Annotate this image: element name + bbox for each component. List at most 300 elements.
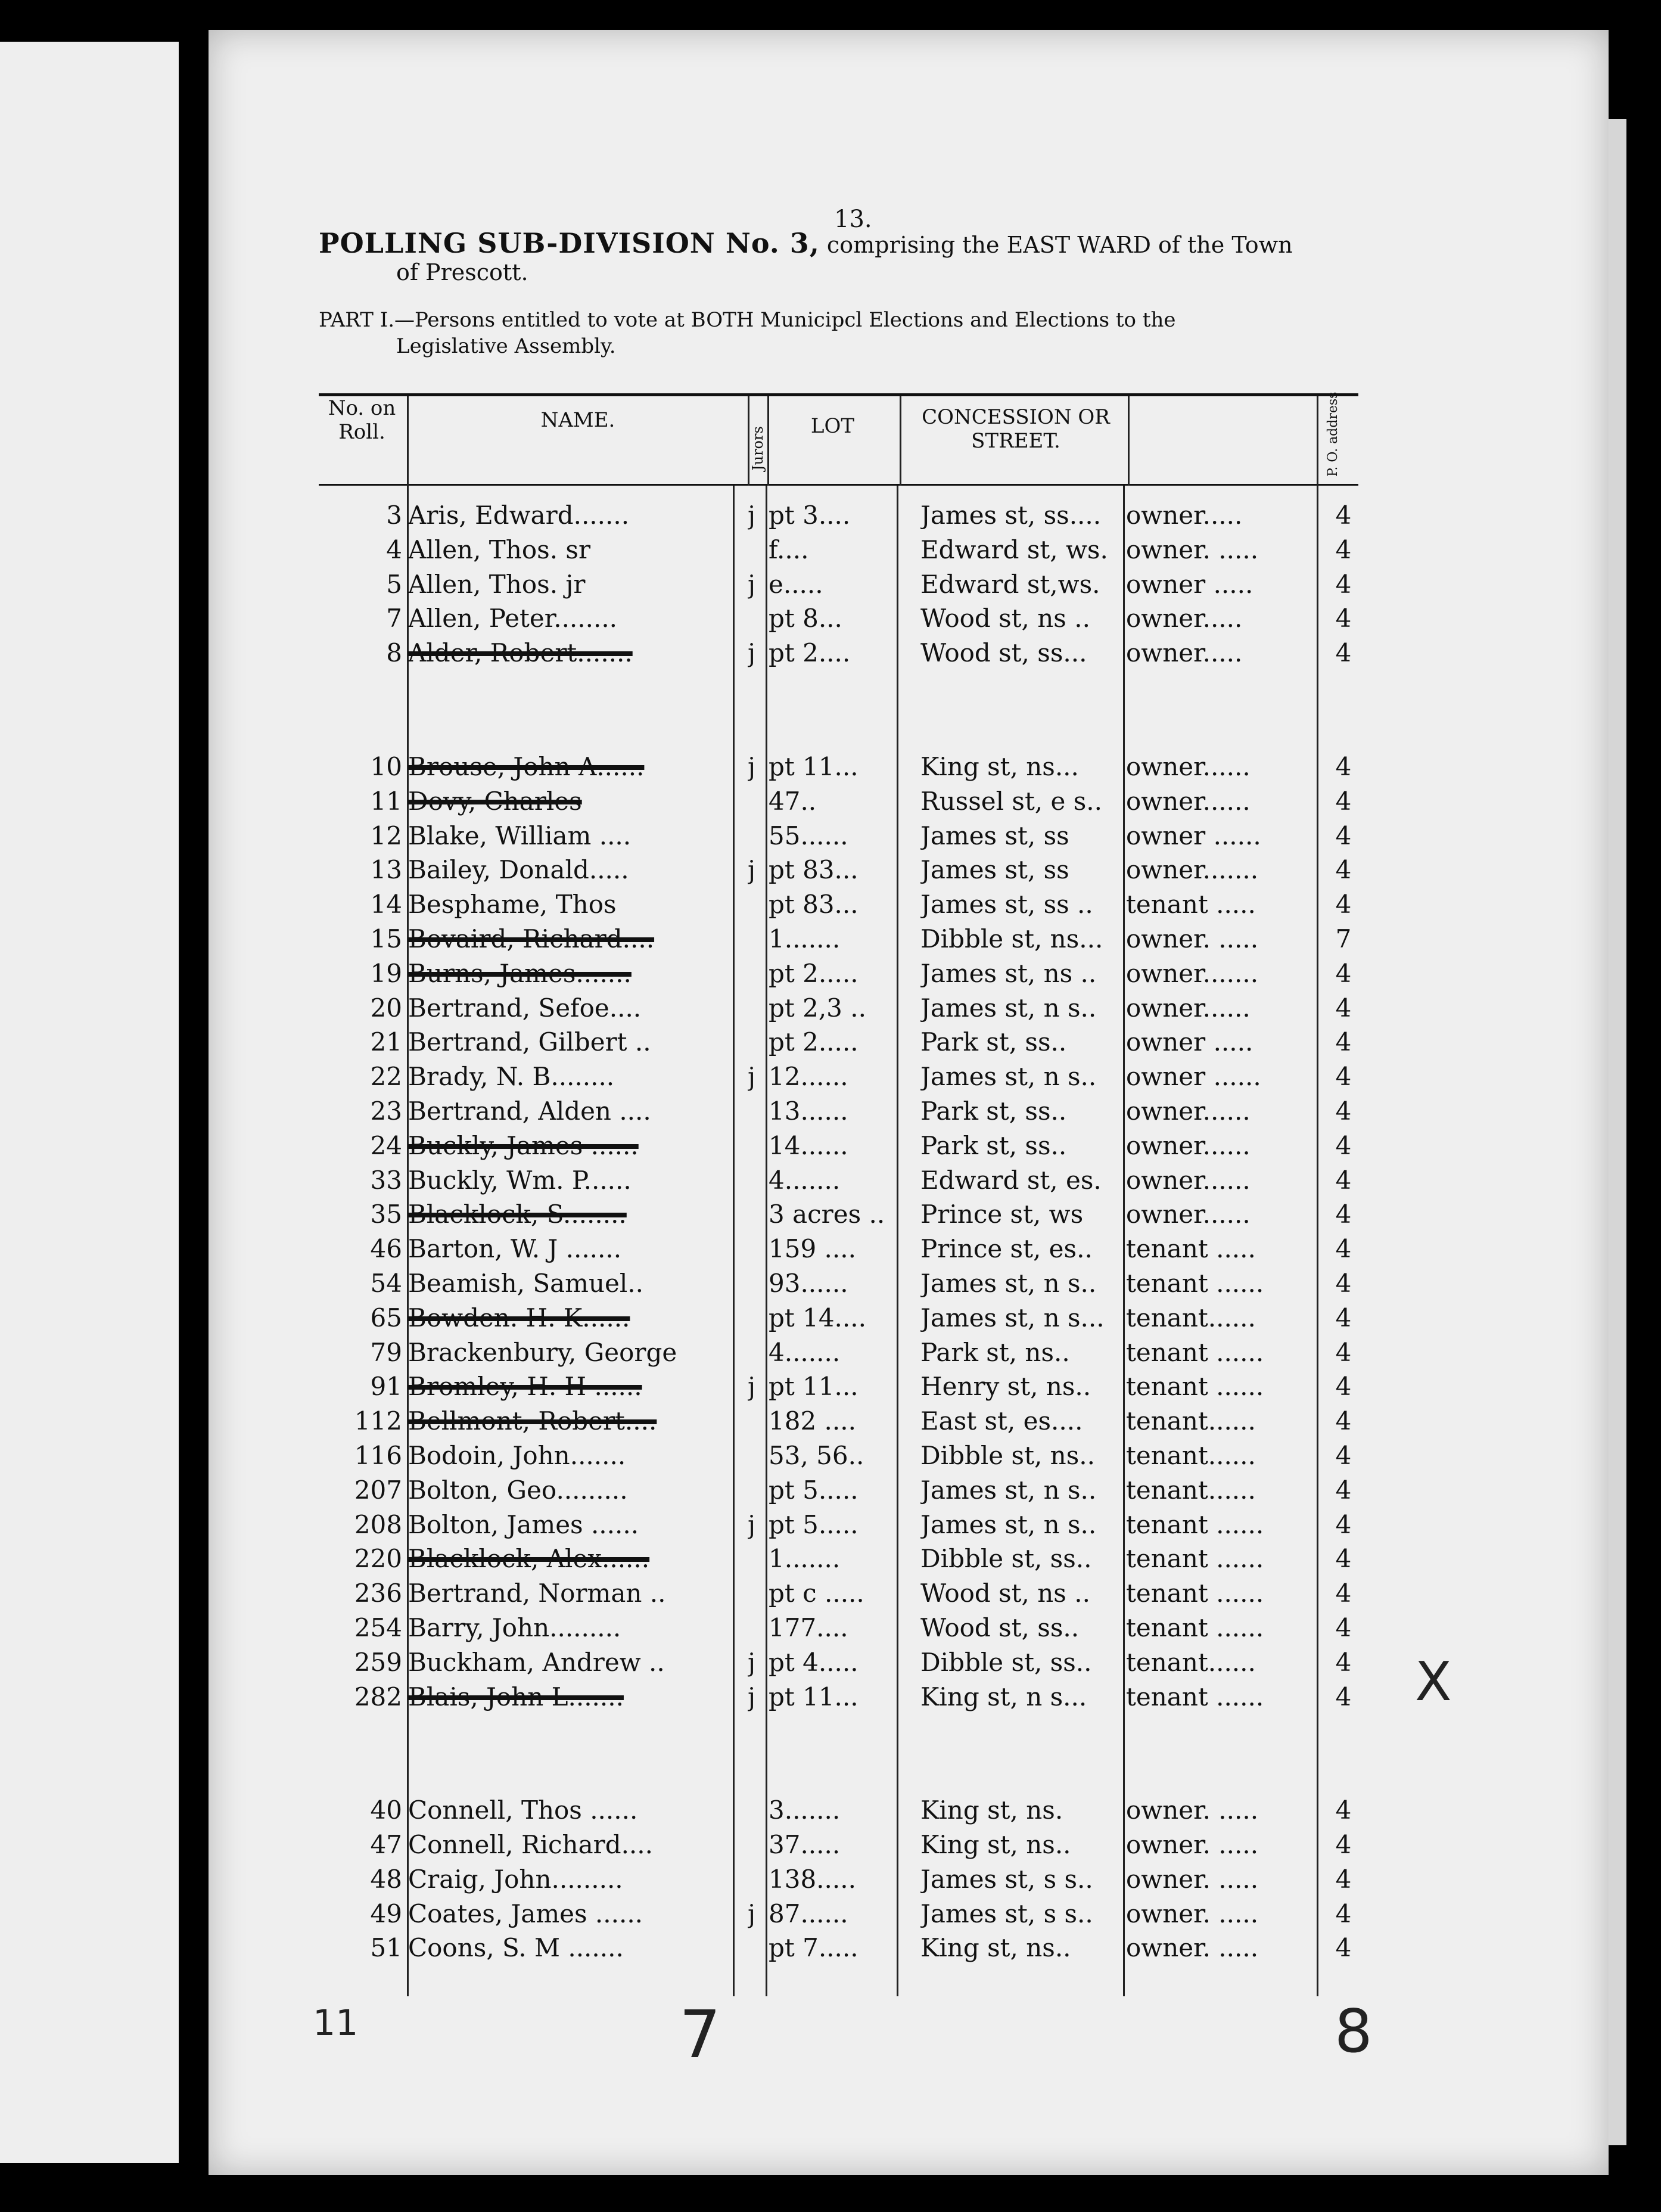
part-continuation: Legislative Assembly. — [396, 334, 616, 358]
po-address: 4 — [1335, 1682, 1352, 1711]
voter-name: Craig, John......... — [408, 1865, 623, 1894]
table-row — [319, 1096, 1358, 1131]
street: James st, ss .. — [920, 890, 1093, 919]
po-address: 4 — [1335, 959, 1352, 988]
status: tenant ...... — [1126, 1613, 1264, 1642]
street: Prince st, es.. — [920, 1234, 1093, 1263]
roll-number: 7 — [386, 604, 402, 633]
table-row — [319, 1372, 1358, 1406]
po-address: 7 — [1335, 924, 1352, 953]
roll-number: 24 — [370, 1131, 402, 1160]
lot: pt 11... — [769, 1372, 859, 1401]
lot: f.... — [769, 535, 809, 564]
voter-name: Bromley, H. H ...... — [408, 1372, 642, 1401]
lot: pt c ..... — [769, 1579, 864, 1608]
juror-mark: j — [748, 1682, 756, 1711]
table-row — [319, 1441, 1358, 1475]
roll-number: 35 — [370, 1200, 402, 1229]
street: James st, n s.. — [920, 993, 1097, 1023]
voter-name: Buckly, Wm. P...... — [408, 1166, 632, 1195]
lot: 37..... — [769, 1830, 841, 1859]
status: tenant ...... — [1126, 1544, 1264, 1573]
margin-cross: X — [1415, 1651, 1452, 1713]
lot: 14...... — [769, 1131, 848, 1160]
roll-number: 51 — [370, 1933, 402, 1962]
table-row — [319, 1830, 1358, 1865]
lot: pt 2.... — [769, 638, 851, 667]
street: Edward st, ws. — [920, 535, 1108, 564]
voter-name: Bertrand, Gilbert .. — [408, 1027, 651, 1057]
po-address: 4 — [1335, 1865, 1352, 1894]
lot: e..... — [769, 570, 823, 599]
heading-bold: POLLING SUB-DIVISION No. 3, — [319, 227, 820, 259]
table-row — [319, 1269, 1358, 1303]
roll-number: 33 — [370, 1166, 402, 1195]
voter-name: Connell, Thos ...... — [408, 1795, 638, 1825]
roll-number: 19 — [370, 959, 402, 988]
status: tenant ...... — [1126, 1510, 1264, 1539]
voter-name: Alder, Robert....... — [408, 638, 633, 667]
lot: 177.... — [769, 1613, 848, 1642]
street: Henry st, ns.. — [920, 1372, 1091, 1401]
table-row — [319, 924, 1358, 959]
table-row — [319, 855, 1358, 890]
lot: 12...... — [769, 1062, 848, 1091]
roll-number: 48 — [370, 1865, 402, 1894]
po-address: 4 — [1335, 1096, 1352, 1126]
part-text: Persons entitled to vote at BOTH Municipcl Elections and Elections to the — [415, 308, 1176, 332]
street: Park st, ss.. — [920, 1131, 1067, 1160]
voter-name: Aris, Edward....... — [408, 501, 630, 530]
street: James st, n s.. — [920, 1269, 1097, 1298]
roll-number: 259 — [354, 1648, 402, 1677]
roll-number: 208 — [354, 1510, 402, 1539]
juror-mark: j — [748, 1062, 756, 1091]
lot: 3....... — [769, 1795, 841, 1825]
voter-name: Blacklock, Alex...... — [408, 1544, 650, 1573]
street: James st, n s... — [920, 1303, 1105, 1332]
street: James st, ss.... — [920, 501, 1102, 530]
margin-note-right: 8 — [1335, 1996, 1373, 2066]
roll-number: 15 — [370, 924, 402, 953]
lot: pt 11... — [769, 1682, 859, 1711]
street: Edward st, es. — [920, 1166, 1102, 1195]
street: Russel st, e s.. — [920, 787, 1103, 816]
voter-name: Blais, John L....... — [408, 1682, 624, 1711]
roll-number: 236 — [354, 1579, 402, 1608]
heading-rest: comprising the EAST WARD of the Town — [826, 232, 1293, 258]
header-name: NAME. — [540, 408, 615, 432]
table-row — [319, 1544, 1358, 1579]
po-address: 4 — [1335, 1303, 1352, 1332]
roll-number: 220 — [354, 1544, 402, 1573]
status: tenant...... — [1126, 1303, 1256, 1332]
table-row — [319, 1200, 1358, 1234]
table-row — [319, 1234, 1358, 1269]
table-row — [319, 570, 1358, 604]
po-address: 4 — [1335, 1648, 1352, 1677]
lot: 47.. — [769, 787, 817, 816]
po-address: 4 — [1335, 1579, 1352, 1608]
roll-number: 14 — [370, 890, 402, 919]
col-rule-1 — [407, 396, 409, 486]
roll-number: 22 — [370, 1062, 402, 1091]
table-row — [319, 1933, 1358, 1968]
table-row — [319, 1613, 1358, 1648]
status: tenant ...... — [1126, 1682, 1264, 1711]
table-row — [319, 993, 1358, 1028]
part-heading — [319, 307, 1364, 359]
po-address: 4 — [1335, 604, 1352, 633]
voter-name: Brady, N. B........ — [408, 1062, 615, 1091]
po-address: 4 — [1335, 1200, 1352, 1229]
po-address: 4 — [1335, 1027, 1352, 1057]
roll-number: 282 — [354, 1682, 402, 1711]
status: tenant ...... — [1126, 1338, 1264, 1367]
table-row — [319, 535, 1358, 570]
street: Wood st, ns .. — [920, 604, 1090, 633]
header-no-on-roll: No. on Roll. — [328, 396, 396, 444]
table-row — [319, 1865, 1358, 1899]
page-edge — [1609, 119, 1626, 2145]
part-prefix: PART I.— — [319, 308, 415, 332]
street: King st, ns.. — [920, 1933, 1071, 1962]
roll-number: 8 — [386, 638, 402, 667]
po-address: 4 — [1335, 993, 1352, 1023]
roll-number: 12 — [370, 821, 402, 850]
lot: 138..... — [769, 1865, 856, 1894]
roll-number: 20 — [370, 993, 402, 1023]
juror-mark: j — [748, 501, 756, 530]
table-row — [319, 1303, 1358, 1338]
table-row — [319, 821, 1358, 856]
lot: pt 2,3 .. — [769, 993, 866, 1023]
po-address: 4 — [1335, 1899, 1352, 1928]
header-street: CONCESSION OR STREET. — [922, 405, 1110, 453]
juror-mark: j — [748, 1372, 756, 1401]
voter-name: Dovy, Charles — [408, 787, 582, 816]
po-address: 4 — [1335, 890, 1352, 919]
roll-number: 11 — [370, 787, 402, 816]
table-row — [319, 787, 1358, 821]
roll-number: 79 — [370, 1338, 402, 1367]
status: tenant ...... — [1126, 1372, 1264, 1401]
juror-mark: j — [748, 752, 756, 781]
po-address: 4 — [1335, 1544, 1352, 1573]
voter-name: Beamish, Samuel.. — [408, 1269, 644, 1298]
table-row — [319, 638, 1358, 673]
status: owner...... — [1126, 1131, 1251, 1160]
status: tenant ...... — [1126, 1269, 1264, 1298]
roll-number: 21 — [370, 1027, 402, 1057]
status: tenant ..... — [1126, 890, 1256, 919]
voter-name: Bertrand, Sefoe.... — [408, 993, 642, 1023]
voter-name: Barton, W. J ....... — [408, 1234, 622, 1263]
status: owner..... — [1126, 604, 1243, 633]
lot: pt 3.... — [769, 501, 851, 530]
roll-number: 112 — [354, 1406, 402, 1436]
street: East st, es.... — [920, 1406, 1083, 1436]
status: owner...... — [1126, 787, 1251, 816]
roll-number: 254 — [354, 1613, 402, 1642]
roll-number: 10 — [370, 752, 402, 781]
voter-name: Buckly, James ...... — [408, 1131, 639, 1160]
voter-name: Bovaird, Richard.... — [408, 924, 655, 953]
table-row — [319, 1795, 1358, 1830]
table-row — [319, 1648, 1358, 1682]
po-address: 4 — [1335, 1795, 1352, 1825]
roll-number: 49 — [370, 1899, 402, 1928]
voter-name: Bertrand, Norman .. — [408, 1579, 666, 1608]
status: owner ...... — [1126, 821, 1261, 850]
juror-mark: j — [748, 1510, 756, 1539]
street: Wood st, ns .. — [920, 1579, 1090, 1608]
status: owner...... — [1126, 993, 1251, 1023]
lot: 159 .... — [769, 1234, 856, 1263]
po-address: 4 — [1335, 1441, 1352, 1470]
table-row — [319, 1579, 1358, 1613]
col-rule-3 — [767, 396, 769, 486]
status: owner..... — [1126, 638, 1243, 667]
voter-name: Bodoin, John....... — [408, 1441, 626, 1470]
street: Park st, ns.. — [920, 1338, 1070, 1367]
street: King st, ns. — [920, 1795, 1063, 1825]
po-address: 4 — [1335, 855, 1352, 884]
status: owner. ..... — [1126, 1933, 1259, 1962]
table-row — [319, 1682, 1358, 1717]
po-address: 4 — [1335, 1131, 1352, 1160]
po-address: 4 — [1335, 501, 1352, 530]
street: James st, ns .. — [920, 959, 1097, 988]
street: King st, n s... — [920, 1682, 1087, 1711]
po-address: 4 — [1335, 1372, 1352, 1401]
po-address: 4 — [1335, 1475, 1352, 1505]
street: Dibble st, ns.. — [920, 1441, 1095, 1470]
street: Dibble st, ss.. — [920, 1544, 1092, 1573]
voter-name: Bowden. H. K...... — [408, 1303, 630, 1332]
po-address: 4 — [1335, 638, 1352, 667]
status: tenant ..... — [1126, 1234, 1256, 1263]
lot: pt 2..... — [769, 1027, 859, 1057]
status: owner ..... — [1126, 1027, 1253, 1057]
status: owner. ..... — [1126, 535, 1259, 564]
juror-mark: j — [748, 1648, 756, 1677]
voter-name: Bellmont, Robert.... — [408, 1406, 657, 1436]
voter-name: Bailey, Donald..... — [408, 855, 629, 884]
col-rule-6 — [1317, 396, 1318, 486]
status: owner...... — [1126, 1200, 1251, 1229]
status: owner..... — [1126, 501, 1243, 530]
voter-name: Burns, James....... — [408, 959, 632, 988]
po-address: 4 — [1335, 1166, 1352, 1195]
voter-name: Allen, Peter........ — [408, 604, 618, 633]
table-row — [319, 604, 1358, 638]
voter-name: Allen, Thos. jr — [408, 570, 586, 599]
status: tenant...... — [1126, 1475, 1256, 1505]
roll-number: 65 — [370, 1303, 402, 1332]
heading-continuation: of Prescott. — [396, 259, 528, 285]
table-row — [319, 501, 1358, 535]
status: owner. ..... — [1126, 924, 1259, 953]
roll-number: 116 — [354, 1441, 402, 1470]
status: owner. ..... — [1126, 1865, 1259, 1894]
voter-name: Bolton, James ...... — [408, 1510, 639, 1539]
lot: pt 5..... — [769, 1510, 859, 1539]
juror-mark: j — [748, 1899, 756, 1928]
table-top-rule — [319, 393, 1358, 396]
status: owner. ..... — [1126, 1830, 1259, 1859]
lot: 1....... — [769, 924, 841, 953]
juror-mark: j — [748, 638, 756, 667]
street: James st, ss — [920, 821, 1069, 850]
roll-number: 91 — [370, 1372, 402, 1401]
table-row — [319, 1062, 1358, 1096]
voter-name: Allen, Thos. sr — [408, 535, 591, 564]
roll-number: 23 — [370, 1096, 402, 1126]
lot: 13...... — [769, 1096, 848, 1126]
voter-name: Coons, S. M ....... — [408, 1933, 624, 1962]
table-row — [319, 1899, 1358, 1934]
table-row — [319, 1166, 1358, 1200]
street: James st, n s.. — [920, 1062, 1097, 1091]
lot: 4....... — [769, 1166, 841, 1195]
po-address: 4 — [1335, 1406, 1352, 1436]
lot: 93...... — [769, 1269, 848, 1298]
status: owner....... — [1126, 959, 1259, 988]
po-address: 4 — [1335, 1338, 1352, 1367]
po-address: 4 — [1335, 535, 1352, 564]
status: owner ...... — [1126, 1062, 1261, 1091]
col-rule-4 — [900, 396, 901, 486]
page-number: 13. — [834, 206, 872, 233]
street: Park st, ss.. — [920, 1027, 1067, 1057]
margin-note-mid: 7 — [679, 1996, 721, 2073]
table-row — [319, 959, 1358, 993]
lot: pt 11... — [769, 752, 859, 781]
status: tenant...... — [1126, 1406, 1256, 1436]
table-row — [319, 1338, 1358, 1372]
street: James st, s s.. — [920, 1865, 1093, 1894]
voter-name: Coates, James ...... — [408, 1899, 643, 1928]
voter-name: Bertrand, Alden .... — [408, 1096, 651, 1126]
status: owner....... — [1126, 855, 1259, 884]
lot: pt 83... — [769, 890, 859, 919]
po-address: 4 — [1335, 787, 1352, 816]
roll-number: 47 — [370, 1830, 402, 1859]
po-address: 4 — [1335, 821, 1352, 850]
lot: 4....... — [769, 1338, 841, 1367]
voter-name: Blacklock, S........ — [408, 1200, 627, 1229]
roll-number: 46 — [370, 1234, 402, 1263]
roll-number: 3 — [386, 501, 402, 530]
po-address: 4 — [1335, 1234, 1352, 1263]
voter-name: Buckham, Andrew .. — [408, 1648, 665, 1677]
table-row — [319, 1475, 1358, 1510]
status: owner...... — [1126, 752, 1251, 781]
status: owner. ..... — [1126, 1899, 1259, 1928]
voter-name: Connell, Richard.... — [408, 1830, 653, 1859]
lot: pt 14.... — [769, 1303, 866, 1332]
po-address: 4 — [1335, 1613, 1352, 1642]
status: owner...... — [1126, 1166, 1251, 1195]
status: owner...... — [1126, 1096, 1251, 1126]
lot: pt 83... — [769, 855, 859, 884]
table-row — [319, 890, 1358, 924]
po-address: 4 — [1335, 1933, 1352, 1962]
street: Park st, ss.. — [920, 1096, 1067, 1126]
margin-note-left: 11 — [313, 2002, 359, 2044]
street: King st, ns.. — [920, 1830, 1071, 1859]
voter-name: Besphame, Thos — [408, 890, 617, 919]
po-address: 4 — [1335, 752, 1352, 781]
table-row — [319, 1406, 1358, 1441]
table-header-rule — [319, 484, 1358, 486]
street: James st, s s.. — [920, 1899, 1093, 1928]
status: tenant ...... — [1126, 1579, 1264, 1608]
status: tenant...... — [1126, 1648, 1256, 1677]
table-row — [319, 1510, 1358, 1545]
table-row — [319, 1027, 1358, 1062]
lot: pt 8... — [769, 604, 842, 633]
street: Dibble st, ss.. — [920, 1648, 1092, 1677]
roll-number: 54 — [370, 1269, 402, 1298]
header-po-address: P. O. address — [1326, 392, 1340, 477]
table-row — [319, 1131, 1358, 1166]
street: James st, ss — [920, 855, 1069, 884]
po-address: 4 — [1335, 1510, 1352, 1539]
voter-name: Bolton, Geo......... — [408, 1475, 628, 1505]
street: King st, ns... — [920, 752, 1079, 781]
po-address: 4 — [1335, 570, 1352, 599]
status: owner ..... — [1126, 570, 1253, 599]
po-address: 4 — [1335, 1269, 1352, 1298]
lot: pt 5..... — [769, 1475, 859, 1505]
header-jurors: Jurors — [749, 426, 766, 471]
lot: pt 2..... — [769, 959, 859, 988]
po-address: 4 — [1335, 1062, 1352, 1091]
lot: 87...... — [769, 1899, 848, 1928]
street: James st, n s.. — [920, 1510, 1097, 1539]
street: Wood st, ss.. — [920, 1613, 1080, 1642]
lot: 3 acres .. — [769, 1200, 885, 1229]
roll-number: 5 — [386, 570, 402, 599]
status: owner. ..... — [1126, 1795, 1259, 1825]
facing-page — [0, 42, 179, 2163]
juror-mark: j — [748, 570, 756, 599]
lot: 55...... — [769, 821, 848, 850]
roll-number: 207 — [354, 1475, 402, 1505]
roll-number: 4 — [386, 535, 402, 564]
po-address: 4 — [1335, 1830, 1352, 1859]
status: tenant...... — [1126, 1441, 1256, 1470]
lot: 1....... — [769, 1544, 841, 1573]
juror-mark: j — [748, 855, 756, 884]
page-heading — [319, 229, 1364, 286]
street: Prince st, ws — [920, 1200, 1084, 1229]
voter-name: Barry, John......... — [408, 1613, 621, 1642]
voter-name: Blake, William .... — [408, 821, 632, 850]
table-row — [319, 752, 1358, 787]
lot: 53, 56.. — [769, 1441, 864, 1470]
roll-number: 40 — [370, 1795, 402, 1825]
lot: pt 7..... — [769, 1933, 859, 1962]
lot: 182 .... — [769, 1406, 856, 1436]
street: Wood st, ss... — [920, 638, 1087, 667]
street: James st, n s.. — [920, 1475, 1097, 1505]
voter-name: Brouse, John A...... — [408, 752, 645, 781]
lot: pt 4..... — [769, 1648, 859, 1677]
voter-name: Brackenbury, George — [408, 1338, 677, 1367]
